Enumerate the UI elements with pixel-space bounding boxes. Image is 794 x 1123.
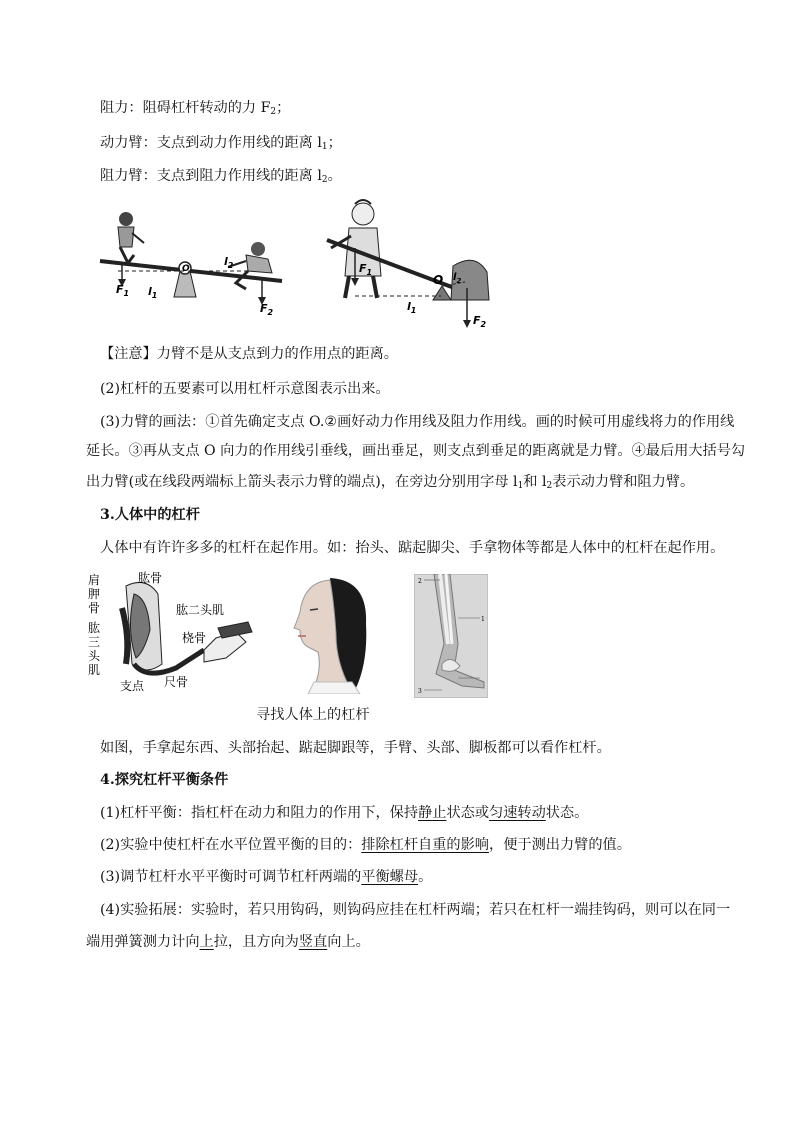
arm-label-biceps: 肱二头肌 bbox=[176, 603, 225, 617]
crowbar-label-l1: $l_1$ bbox=[407, 300, 417, 315]
crowbar-pivot bbox=[433, 286, 451, 300]
item-3-line-3: 出力臂(或在线段两端标上箭头表示力臂的端点)，在旁边分别用字母 $l_1$和 $l_2$表示动力臂和阻力臂。 bbox=[86, 474, 695, 491]
section-4-p3: (3)调节杠杆水平平衡时可调节杠杆两端的平衡螺母。 bbox=[100, 869, 433, 885]
section-3-title: 3.人体中的杠杆 bbox=[100, 507, 200, 523]
arm-label-tri2: 三 bbox=[88, 635, 101, 649]
item-3-line-1: (3)力臂的画法：①首先确定支点 O.②画好动力作用线及阻力作用线。画的时候可用虚线将力的作用线 bbox=[100, 414, 735, 430]
arm-lever-figure bbox=[86, 568, 256, 694]
seesaw-label-l2: $l_2$ bbox=[224, 255, 234, 270]
seesaw-label-l1: $l_1$ bbox=[148, 285, 158, 300]
seesaw-pivot bbox=[174, 271, 196, 297]
arm-label-blade: 胛 bbox=[88, 587, 101, 601]
note-line: 【注意】力臂不是从支点到力的作用点的距离。 bbox=[100, 346, 398, 362]
section-4-p4-line-2: 端用弹簧测力计向上拉，且方向为竖直向上。 bbox=[86, 934, 370, 950]
def-resist-arm: 阻力臂：支点到阻力作用线的距离 $l_2$。 bbox=[100, 168, 342, 185]
arm-label-tri1: 肱 bbox=[88, 621, 101, 635]
def-resist-force: 阻力：阻碍杠杆转动的力 $F_2$； bbox=[100, 100, 291, 117]
crowbar-label-F2: $F_2$ bbox=[473, 314, 487, 329]
arm-label-humerus: 肱骨 bbox=[138, 571, 163, 585]
figure-caption: 寻找人体上的杠杆 bbox=[256, 707, 370, 723]
foot-xray-photo bbox=[414, 574, 488, 698]
section-3-intro: 人体中有许许多多的杠杆在起作用。如：抬头、踮起脚尖、手拿物体等都是人体中的杠杆在起作用。 bbox=[100, 540, 725, 556]
crowbar-label-F1: $F_1$ bbox=[359, 262, 373, 277]
boy-figure bbox=[228, 242, 272, 289]
arm-label-bone: 骨 bbox=[88, 601, 101, 615]
triceps-muscle bbox=[122, 608, 127, 664]
foot-mark-2: 2 bbox=[418, 578, 422, 585]
seesaw-label-F1: $F_1$ bbox=[116, 283, 130, 298]
arm-label-shoulder: 肩 bbox=[88, 573, 101, 587]
arm-label-tri3: 头 bbox=[88, 649, 101, 663]
shirt bbox=[308, 682, 360, 694]
seesaw-label-F2: $F_2$ bbox=[260, 302, 274, 315]
crowbar-label-l2: $l_2$ bbox=[453, 272, 462, 285]
seesaw-label-O: O bbox=[182, 264, 190, 274]
arm-label-radius: 桡骨 bbox=[182, 631, 207, 645]
arm-label-ulna: 尺骨 bbox=[164, 675, 189, 689]
crowbar-figure bbox=[325, 196, 500, 332]
girl-figure bbox=[118, 212, 144, 263]
seesaw-figure bbox=[96, 205, 296, 315]
crowbar-label-O: O bbox=[433, 273, 444, 287]
section-4-p1: (1)杠杆平衡：指杠杆在动力和阻力的作用下，保持静止状态或匀速转动状态。 bbox=[100, 805, 589, 821]
section-4-p2: (2)实验中使杠杆在水平位置平衡的目的：排除杠杆自重的影响，便于测出力臂的值。 bbox=[100, 837, 631, 853]
held-object bbox=[218, 622, 252, 638]
section-4-p4-line-1: (4)实验拓展：实验时，若只用钩码，则钩码应挂在杠杆两端；若只在杠杆一端挂钩码，则可以在同一 bbox=[100, 902, 731, 918]
def-power-arm: 动力臂：支点到动力作用线的距离 $l_1$； bbox=[100, 135, 342, 152]
arm-label-fulcrum: 支点 bbox=[120, 679, 145, 693]
item-2: (2)杠杆的五要素可以用杠杆示意图表示出来。 bbox=[100, 381, 390, 397]
foot-mark-1: 1 bbox=[481, 616, 485, 623]
girl-head-photo bbox=[270, 572, 382, 694]
foot-mark-3: 3 bbox=[418, 688, 422, 695]
section-3-summary: 如图，手拿起东西、头部抬起、踮起脚跟等，手臂、头部、脚板都可以看作杠杆。 bbox=[100, 740, 611, 756]
arm-label-tri4: 肌 bbox=[88, 663, 101, 677]
section-4-title: 4.探究杠杆平衡条件 bbox=[100, 772, 229, 788]
item-3-line-2: 延长。③再从支点 O 向力的作用线引垂线，画出垂足，则支点到垂足的距离就是力臂。④最后用大括号勾 bbox=[86, 443, 746, 459]
